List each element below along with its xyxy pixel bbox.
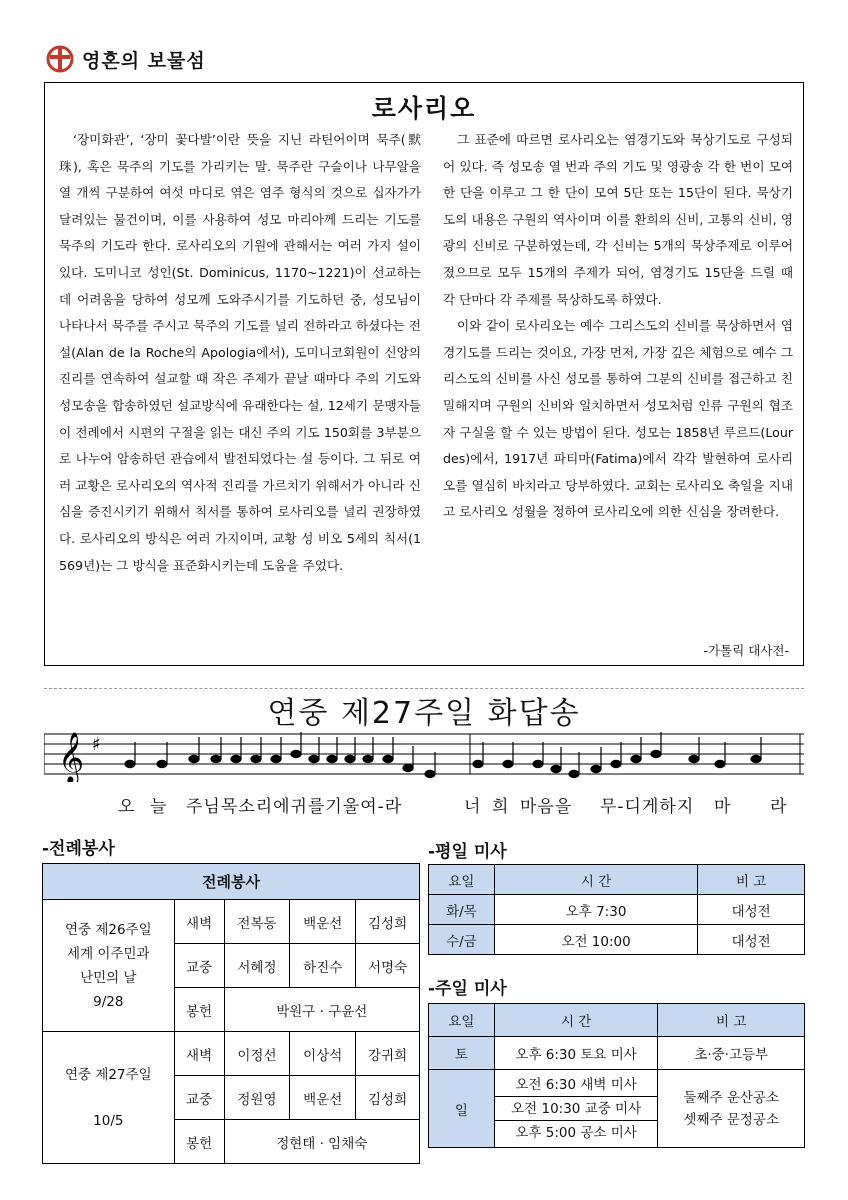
music-staff (44, 726, 804, 782)
music-note (383, 755, 393, 762)
sunday-times: 오전 6:30 새벽 미사 오전 10:30 교중 미사 오후 5:00 공소 미사 (494, 1070, 658, 1148)
lyric-syllable: 마음을 (520, 797, 573, 817)
table-row: 봉헌 박원구 · 구윤선 (43, 988, 420, 1032)
music-note (715, 760, 725, 767)
liturgy-group-label: 연중 제27주일 10/5 (43, 1032, 175, 1164)
music-note (291, 750, 301, 757)
circle-cross-icon (46, 45, 74, 73)
music-note (403, 764, 413, 771)
weekday-mass-title: -평일 미사 (428, 842, 507, 862)
page-header (46, 44, 206, 74)
article-right-column (443, 127, 793, 526)
article-left-column (59, 127, 421, 579)
article-source: -가톨릭 대사전- (703, 643, 789, 658)
table-header-row: 요일 시 간 비 고 (429, 865, 805, 895)
sharp-icon: ♯ (92, 734, 101, 755)
table-row: 수/금 오전 10:00 대성전 (429, 925, 805, 955)
sunday-notes: 둘째주 운산공소 셋째주 문정공소 (658, 1070, 805, 1148)
music-note (569, 770, 579, 777)
table-header-row: 요일 시 간 비 고 (429, 1004, 805, 1037)
music-note (363, 755, 373, 762)
music-note (689, 755, 699, 762)
page-title: 영혼의 보물섬 (82, 49, 206, 72)
music-note (503, 760, 513, 767)
music-note (189, 755, 199, 762)
table-row: 일 오전 6:30 새벽 미사 오전 10:30 교중 미사 오후 5:00 공소 미사 둘째주 운산공소 셋째주 문정공소 (429, 1070, 805, 1148)
table-row: 교중 서혜정 하진수 서명숙 (43, 944, 420, 988)
music-note (125, 760, 135, 767)
lyric-syllable: 마 (714, 797, 732, 817)
article-paragraph: 그 표준에 따르면 로사리오는 염경기도와 묵상기도로 구성되어 있다. 즉 성모송 열 번과 주의 기도 및 영광송 각 한 번이 모여 한 단을 이루고 그 한 단이 모여 5단 또는 15단이 된다. 묵상기도의 내용은 구원의 역사이며 이를 환희의 신비, 고통의 신비, 영광의 신비로 구분하였는데, 각 신비는 5개의 묵상주제로 이루어졌으므로 모두 15개의 주제가 되어, 염경기도 15단을 드릴 때 각 단마다 각 주제를 묵상하도록 하였다. (443, 132, 793, 307)
sunday-mass-title: -주일 미사 (428, 979, 507, 999)
lyric-syllable: 오 (118, 797, 136, 817)
liturgy-group-label: 연중 제26주일 세계 이주민과 난민의 날 9/28 (43, 900, 175, 1032)
music-note (425, 770, 435, 777)
music-note (631, 755, 641, 762)
music-note (533, 760, 543, 767)
music-note (551, 765, 561, 772)
table-row: 연중 제27주일 10/5 새벽 이정선 이상석 강귀희 (43, 1032, 420, 1076)
music-note (473, 760, 483, 767)
weekday-mass-table (428, 864, 805, 955)
article-title: 로사리오 (371, 94, 477, 123)
table-row: 토 오후 6:30 토요 미사 초·중·고등부 (429, 1037, 805, 1070)
article-paragraph: 이와 같이 로사리오는 예수 그리스도의 신비를 묵상하면서 염경기도를 드리는 것이요, 가장 먼저, 가장 깊은 체험으로 예수 그리스도의 신비를 사신 성모를 통하여 그분의 신비를 접근하고 친밀해지며 구원의 신비와 일치하면서 성모처럼 인류 구원의 협조자 구실을 할 수 있는 방법이 된다. 성모는 1858년 루르드(Lourdes)에서, 1917년 파티마(Fatima)에서 각각 발현하여 로사리오를 열심히 바치라고 당부하였다. 교회는 로사리오 축일을 지내고 로사리오 성월을 정하여 로사리오에 의한 신심을 장려한다. (443, 318, 793, 520)
music-note (327, 755, 337, 762)
article-paragraph: ‘장미화관’, ‘장미 꽃다발’이란 뜻을 지닌 라틴어이며 묵주(默珠), 혹은 묵주의 기도를 가리키는 말. 묵주란 구슬이나 나무알을 열 개씩 구분하여 여섯 마디로 엮은 염주 형식의 것으로 십자가가 달려있는 물건이며, 이를 사용하여 성모 마리아께 드리는 기도를 묵주의 기도라 한다. 로사리오의 기원에 관해서는 여러 가지 설이 있다. 도미니코 성인(St. Dominicus, 1170~1221)이 선교하는데 어려움을 당하여 성모께 도와주시기를 기도하던 중, 성모님이 나타나서 묵주를 주시고 묵주의 기도를 널리 전하라고 하셨다는 전설(Alan de la Roche의 Apologia에서), 도미니코회원이 신앙의 진리를 연속하여 설교할 때 작은 주제가 끝날 때마다 주의 기도와 성모송을 합송하였던 설교방식에 유래한다는 설, 12세기 문맹자들이 전례에서 시편의 구절을 읽는 대신 주의 기도 150회를 3부분으로 나누어 암송하던 관습에서 발전되었다는 설 등이다. 그 뒤로 여러 교황은 로사리오의 역사적 진리를 가르치기 위해서가 아니라 신심을 증진시키기 위해서 칙서를 통하여 로사리오를 널리 권장하였다. 로사리오의 방식은 여러 가지이며, 교황 성 비오 5세의 칙서(1569년)는 그 방식을 표준화시키는데 도움을 주었다. (59, 132, 421, 573)
lyric-syllable: 주님목소리에귀를기울여-라 (186, 797, 403, 817)
liturgy-section-title: -전례봉사 (42, 839, 115, 859)
liturgy-table-header: 전례봉사 (43, 864, 420, 900)
table-row: 연중 제26주일 세계 이주민과 난민의 날 9/28 새벽 전복동 백운선 김성희 (43, 900, 420, 944)
lyric-syllable: 희 (492, 797, 510, 817)
music-note (591, 765, 601, 772)
lyric-syllable: 라 (770, 797, 788, 817)
music-note (157, 760, 167, 767)
notes (125, 732, 761, 778)
table-row: 교중 정원영 백운선 김성희 (43, 1076, 420, 1120)
music-note (751, 755, 761, 762)
table-row: 화/목 오후 7:30 대성전 (429, 895, 805, 925)
music-note (211, 755, 221, 762)
music-note (271, 755, 281, 762)
lyric-syllable: 너 (464, 797, 482, 817)
article-box (44, 82, 804, 666)
music-note (611, 760, 621, 767)
liturgy-table (42, 863, 420, 1164)
treble-clef-icon: 𝄞 (58, 732, 85, 782)
table-row: 봉헌 정현태 · 임채숙 (43, 1120, 420, 1164)
music-note (231, 755, 241, 762)
lyric-syllable: 늘 (150, 797, 168, 817)
music-note (309, 755, 319, 762)
music-note (651, 750, 661, 757)
lyric-syllable: 무-디게하지 (600, 797, 695, 817)
music-note (251, 755, 261, 762)
sunday-mass-table (428, 1003, 805, 1148)
psalm-title: 연중 제27주일 화답송 (267, 696, 581, 731)
music-note (345, 755, 355, 762)
